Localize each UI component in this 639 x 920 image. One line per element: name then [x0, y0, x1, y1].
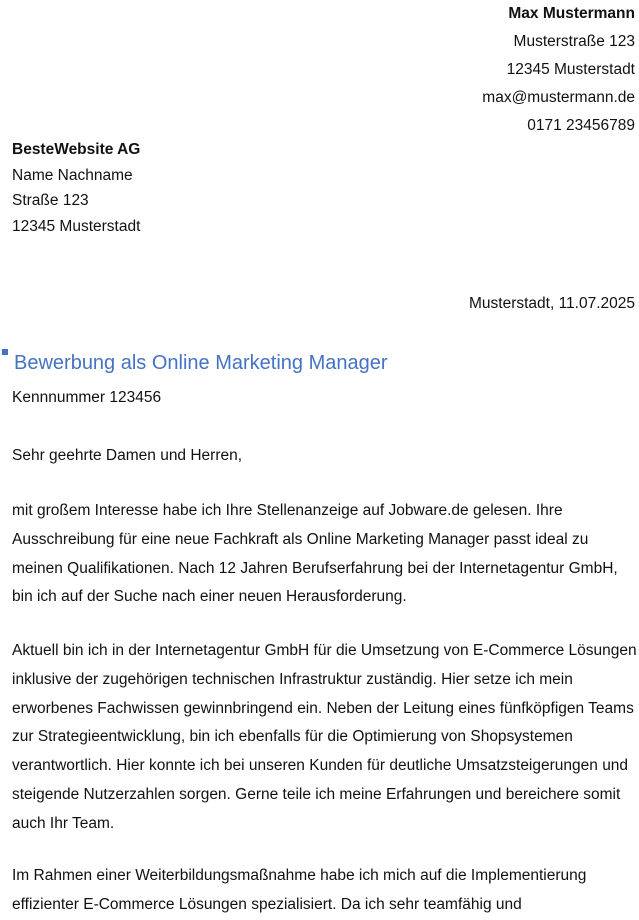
recipient-street: Straße 123	[12, 192, 89, 209]
recipient-city: 12345 Musterstadt	[12, 217, 141, 235]
sender-name: Max Mustermann	[508, 5, 635, 22]
body-paragraph: Im Rahmen einer Weiterbildungsmaßnahme habe ich mich auf die Implementierung effizienter E-Commerce Lösungen spezialisiert. Da ich sehr teamfähig und	[12, 867, 587, 913]
letter-date: Musterstadt, 11.07.2025	[468, 295, 635, 312]
recipient-company: BesteWebsite AG	[12, 141, 141, 158]
sender-address-block	[482, 0, 635, 140]
sender-city: 12345 Musterstadt	[506, 61, 635, 78]
sender-email: max@mustermann.de	[482, 89, 635, 106]
recipient-address-block	[12, 137, 140, 239]
body-paragraph: Aktuell bin ich in der Internetagentur GmbH für die Umsetzung von E-Commerce Lösungen inklusive der zugehörigen technischen Infrastruktur zuständig. Hier setze ich mein erworbenes Fachwissen gewinnbringend ein. Neben der Leitung eines fünfköpfigen Teams zur Strategieentwicklung, bin ich ebenfalls für die Optimierung von Shopsystemen verantwortlich. Hier konnte ich bei unseren Kunden für deutliche Umsatzsteigerungen und steigende Nutzerzahlen sorgen. Gerne teile ich meine Erfahrungen und bereichere somit auch Ihr Team.	[12, 642, 637, 832]
letter-subject: Bewerbung als Online Marketing Manager	[14, 352, 388, 374]
sender-phone: 0171 23456789	[527, 117, 635, 134]
sender-street: Musterstraße 123	[513, 33, 635, 50]
reference-number: Kennnummer 123456	[12, 389, 162, 406]
heading-marker-icon	[2, 349, 8, 355]
body-paragraph: mit großem Interesse habe ich Ihre Stellenanzeige auf Jobware.de gelesen. Ihre Ausschreibung für eine neue Fachkraft als Online Marketing Manager passt ideal zu meinen Qualifikationen. Nach 12 Jahren Berufserfahrung bei der Internetagentur GmbH, bin ich auf der Suche nach einer neuen Herausforderung.	[12, 502, 618, 606]
salutation: Sehr geehrte Damen und Herren,	[12, 447, 243, 464]
recipient-contact: Name Nachname	[12, 166, 133, 184]
